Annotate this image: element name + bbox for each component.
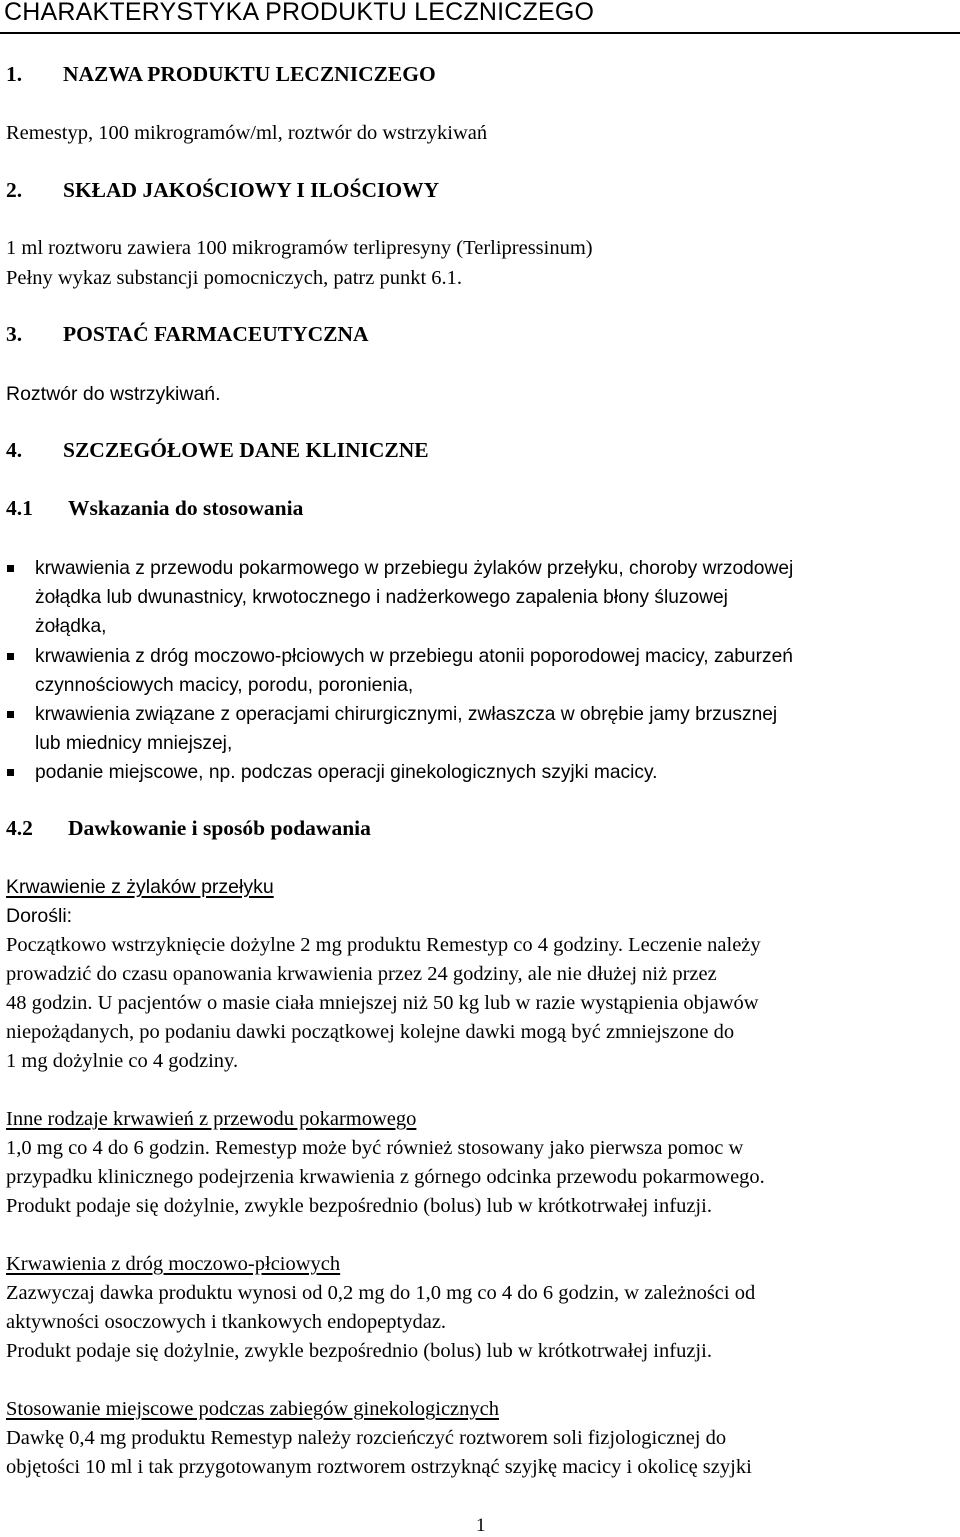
dosing-para-1-line: 1 mg dożylnie co 4 godziny. <box>6 1050 239 1072</box>
dosing-para-3-line: aktywności osoczowych i tkankowych endopeptydaz. <box>6 1311 447 1333</box>
subheading-other-gi-bleeding: Inne rodzaje krwawień z przewodu pokarmowego <box>6 1108 417 1130</box>
dosing-para-2-line: przypadku klinicznego podejrzenia krwawienia z górnego odcinka przewodu pokarmowego. <box>6 1166 765 1188</box>
composition-line-2: Pełny wykaz substancji pomocniczych, patrz punkt 6.1. <box>6 267 463 289</box>
bullet-square-icon <box>7 565 14 572</box>
section-1-number: 1. <box>6 62 23 86</box>
bullet-square-icon <box>7 769 14 776</box>
subheading-esophageal-varices: Krwawienie z żylaków przełyku <box>6 876 274 898</box>
document-page: CHARAKTERYSTYKA PRODUKTU LECZNICZEGO 1. NAZWA PRODUKTU LECZNICZEGO Remestyp, 100 mikrogramów/ml, roztwór do wstrzykiwań 2. SKŁAD JAKOŚCIOWY I ILOŚCIOWY 1 ml roztworu zawiera 100 mikrogramów terlipresyny (Terlipressinum) Pełny wykaz substancji pomocniczych, patrz punkt 6.1. 3. POSTAĆ FARMACEUTYCZNA Roztwór do wstrzykiwań. 4. SZCZEGÓŁOWE DANE KLINICZNE 4.1 Wskazania do stosowania krwawienia z przewodu pokarmowego w przebiegu żylaków przełyku, choroby wrzodowej żołądka lub dwunastnicy, krwotocznego i nadżerkowego zapalenia błony śluzowej żołądka, krwawienia z dróg moczowo-płciowych w przebiegu atonii poporodowej macicy, zaburzeń czynnościowych macicy, porodu, poronienia, krwawienia związane z operacjami chirurgicznymi, zwłaszcza w obrębie jamy brzusznej lub miednicy mniejszej, podanie miejscowe, np. podczas operacji ginekologicznych szyjki macicy. 4.2 Dawkowanie i sposób podawania Krwawienie z żylaków przełyku Dorośli: Początkowo wstrzyknięcie dożylne 2 mg produktu Remestyp co 4 godziny. Leczenie należy prowadzić do czasu opanowania krwawienia przez 24 godziny, ale nie dłużej niż przez 48 godzin. U pacjentów o masie ciała mniejszej niż 50 kg lub w razie wystąpienia objawów niepożądanych, po podaniu dawki początkowej kolejne dawki mogą być zmniejszone do 1 mg dożylnie co 4 godziny. Inne rodzaje krwawień z przewodu pokarmowego 1,0 mg co 4 do 6 godzin. Remestyp może być również stosowany jako pierwsza pomoc w przypadku klinicznego podejrzenia krwawienia z górnego odcinka przewodu pokarmowego. Produkt podaje się dożylnie, zwykle bezpośrednio (bolus) lub w krótkotrwałej infuzji. Krwawienia z dróg moczowo-płciowych Zazwyczaj dawka produktu wynosi od 0,2 mg do 1,0 mg co 4 do 6 godzin, w zależności od aktywności osoczowych i tkankowych endopeptydaz. Produkt podaje się dożylnie, zwykle bezpośrednio (bolus) lub w krótkotrwałej infuzji. Stosowanie miejscowe podczas zabiegów ginekologicznych Dawkę 0,4 mg produktu Remestyp należy rozcieńczyć roztworem soli fizjologicznej do objętości 10 ml i tak przygotowanym roztworem ostrzyknąć szyjkę macicy i okolicę szyjki 1 <box>0 0 960 1537</box>
section-4-number: 4. <box>6 438 23 462</box>
dosing-para-1-line: niepożądanych, po podaniu dawki początkowej kolejne dawki mogą być zmniejszone do <box>6 1021 735 1043</box>
composition-line-1: 1 ml roztworu zawiera 100 mikrogramów terlipresyny (Terlipressinum) <box>6 237 593 259</box>
dosing-para-1-line: prowadzić do czasu opanowania krwawienia przez 24 godziny, ale nie dłużej niż przez <box>6 963 717 985</box>
section-4-title: SZCZEGÓŁOWE DANE KLINICZNE <box>63 438 429 462</box>
subheading-local-gynecological: Stosowanie miejscowe podczas zabiegów ginekologicznych <box>6 1398 499 1420</box>
section-4-2-title: Dawkowanie i sposób podawania <box>68 816 371 840</box>
dosing-para-2-line: Produkt podaje się dożylnie, zwykle bezpośrednio (bolus) lub w krótkotrwałej infuzji. <box>6 1195 712 1217</box>
dosing-para-1-line: 48 godzin. U pacjentów o masie ciała mniejszej niż 50 kg lub w razie wystąpienia objawów <box>6 992 759 1014</box>
page-number: 1 <box>476 1515 486 1536</box>
document-title: CHARAKTERYSTYKA PRODUKTU LECZNICZEGO <box>4 0 595 26</box>
section-4-1-number: 4.1 <box>6 496 33 520</box>
section-4-heading <box>6 438 429 463</box>
section-3-number: 3. <box>6 322 23 346</box>
dosing-para-2-line: 1,0 mg co 4 do 6 godzin. Remestyp może być również stosowany jako pierwsza pomoc w <box>6 1137 744 1159</box>
section-3-title: POSTAĆ FARMACEUTYCZNA <box>63 322 369 346</box>
pharmaceutical-form-text: Roztwór do wstrzykiwań. <box>6 383 221 405</box>
section-4-2-heading <box>6 816 371 841</box>
section-4-1-title: Wskazania do stosowania <box>68 496 304 520</box>
dosing-para-4-line: objętości 10 ml i tak przygotowanym roztworem ostrzyknąć szyjkę macicy i okolicę szyjki <box>6 1456 752 1478</box>
section-2-number: 2. <box>6 178 23 202</box>
dosing-para-4-line: Dawkę 0,4 mg produktu Remestyp należy rozcieńczyć roztworem soli fizjologicznej do <box>6 1427 727 1449</box>
product-name-text: Remestyp, 100 mikrogramów/ml, roztwór do wstrzykiwań <box>6 122 488 144</box>
dosing-para-3-line: Zazwyczaj dawka produktu wynosi od 0,2 mg do 1,0 mg co 4 do 6 godzin, w zależności od <box>6 1282 756 1304</box>
adults-label: Dorośli: <box>6 905 73 927</box>
section-4-1-heading <box>6 496 303 521</box>
dosing-para-1-line: Początkowo wstrzyknięcie dożylne 2 mg produktu Remestyp co 4 godziny. Leczenie należy <box>6 934 761 956</box>
title-divider <box>0 32 960 34</box>
subheading-urogenital-bleeding: Krwawienia z dróg moczowo-płciowych <box>6 1253 341 1275</box>
section-2-title: SKŁAD JAKOŚCIOWY I ILOŚCIOWY <box>63 178 440 202</box>
bullet-square-icon <box>7 653 14 660</box>
section-4-2-number: 4.2 <box>6 816 33 840</box>
section-1-heading <box>6 62 436 87</box>
bullet-square-icon <box>7 711 14 718</box>
section-3-heading <box>6 322 369 347</box>
section-1-title: NAZWA PRODUKTU LECZNICZEGO <box>63 62 436 86</box>
dosing-para-3-line: Produkt podaje się dożylnie, zwykle bezpośrednio (bolus) lub w krótkotrwałej infuzji. <box>6 1340 712 1362</box>
section-2-heading <box>6 178 439 203</box>
